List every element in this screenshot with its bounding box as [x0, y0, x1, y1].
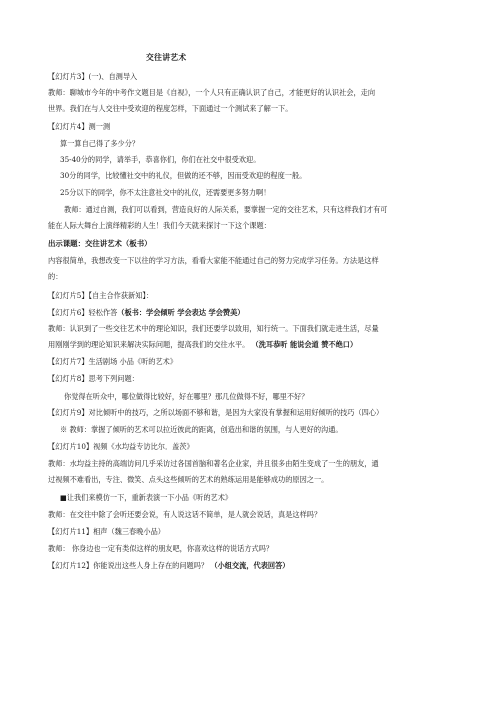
body-line: 教师： 你身边也一定有类似这样的朋友吧，你喜欢这样的说话方式吗？: [48, 544, 274, 553]
body-line: 教师：认识到了一些交往艺术中的理论知识，我们还要学以致用，知行统一。下面我们就走进生活，尽量: [48, 324, 379, 333]
body-line: 30分的同学，比较懂社交中的礼仪，但做的还不够，因而受欢迎的程度一般。: [60, 171, 307, 180]
body-line: 25分以下的同学，你不太注意社交中的礼仪，还需要更多努力啊！: [60, 188, 271, 197]
body-line: 教师：通过自测，我们可以看到，营造良好的人际关系，要掌握一定的交往艺术，只有这样我们才有可: [64, 205, 388, 214]
body-line: 出示课题：交往讲艺术（板书）: [48, 239, 152, 248]
body-line: 教师：聊城市今年的中考作文题目是《自视》，一个人只有正确认识了自己，才能更好的认识社会，走向: [48, 88, 376, 97]
body-line: 内容很简单，我想改变一下以往的学习方法，看看大家能不能通过自己的努力完成学习任务。方法是这样: [48, 256, 379, 265]
board-note: （板书：学会倾听 学会表达 学会赞美）: [117, 308, 245, 317]
body-line: ※ 教师：掌握了倾听的艺术可以拉近彼此的距离，创造出和谐的氛围，与人更好的沟通。: [60, 425, 343, 434]
body-line: 教师：水均益主持的高端访问几乎采访过各国首脑和著名企业家，并且很多由陌生变成了一生的朋友，通: [48, 459, 379, 468]
body-line: 【幻灯片11】相声（魏三春晚小品）: [48, 527, 165, 536]
body-line: 【幻灯片5】【自主合作获新知】：: [48, 291, 154, 300]
body-line: 算一算自己得了多少分？: [60, 139, 140, 148]
body-line: ■让我们来模仿一下，重新表演一下小品《听的艺术》: [60, 493, 233, 502]
body-line: 过视频不难看出，专注、微笑、点头这些倾听的艺术的熟练运用是能够成功的原因之一。: [48, 475, 329, 484]
body-line: 【幻灯片6】轻松作答（板书：学会倾听 学会表达 学会赞美）: [48, 308, 245, 317]
body-line: 【幻灯片3】(一)、自测导入: [48, 72, 138, 81]
body-line: 用刚刚学到的理论知识来解决实际问题，提高我们的交往水平。 （洗耳恭听 能说会道 赞不绝口）: [48, 340, 358, 349]
body-line: 你觉得在听众中，哪位做得比较好，好在哪里？那几位做得不好，哪里不好？: [64, 392, 309, 401]
body-line: 【幻灯片12】你能说出这些人身上存在的问题吗？ （小组交流，代表回答）: [48, 561, 290, 570]
body-line: 35-40分的同学，请举手，恭喜你们，你们在社交中很受欢迎。: [60, 155, 261, 164]
body-line: 能在人际大舞台上演绎精彩的人生！我们今天就来探讨一下这个课题：: [48, 221, 271, 230]
body-line: 世界。我们在与人交往中受欢迎的程度怎样，下面通过一个测试来了解一下。: [48, 104, 293, 113]
body-line: 教师：在交往中除了会听还要会说，有人说这话不简单，是人就会说话，真是这样吗？: [48, 510, 322, 519]
body-line: 【幻灯片7】生活剧场 小品《听的艺术》: [48, 357, 178, 366]
document-title: 交往讲艺术: [146, 53, 187, 62]
body-line: 【幻灯片10】视频《水均益专访比尔．盖茨》: [48, 442, 194, 451]
board-note: （洗耳恭听 能说会道 赞不绝口）: [251, 340, 358, 349]
board-note: （小组交流，代表回答）: [210, 561, 290, 570]
body-line: 【幻灯片8】思考下列问题：: [48, 374, 139, 383]
body-line: 【幻灯片9】对比倾听中的技巧，之所以场面不够和谐，是因为大家没有掌握和运用好倾听的技巧（四心）: [48, 408, 384, 417]
body-line: 【幻灯片4】测一测: [48, 122, 111, 131]
body-line: 的：: [48, 272, 63, 281]
